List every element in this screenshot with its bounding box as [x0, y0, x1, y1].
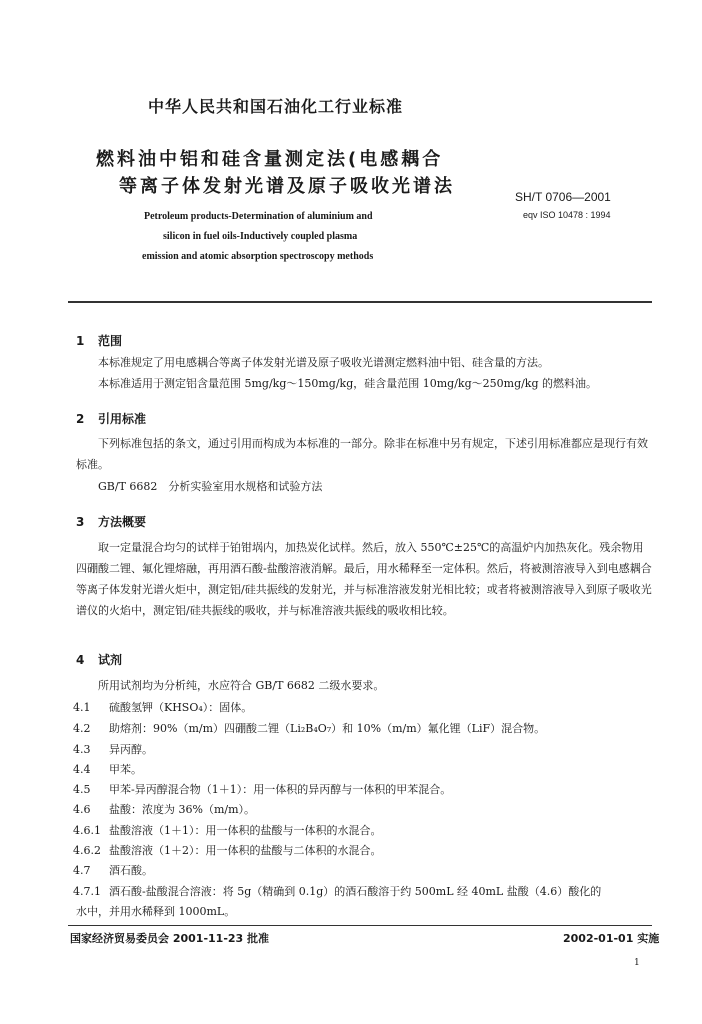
equivalence-note: eqv ISO 10478 : 1994 — [523, 210, 611, 220]
section-number: 4 — [76, 653, 85, 667]
english-title-line-1: Petroleum products-Determination of aluminium and — [144, 211, 373, 222]
item-number: 4.3 — [73, 743, 91, 756]
item-text: 酒石酸。 — [109, 864, 153, 877]
effective-date: 2002-01-01 实施 — [563, 932, 660, 945]
english-title-line-2: silicon in fuel oils-Inductively coupled plasma — [163, 231, 358, 242]
item-number: 4.1 — [73, 701, 91, 714]
approval-info: 国家经济贸易委员会 2001-11-23 批准 — [70, 932, 270, 945]
item-number: 4.6.2 — [73, 844, 101, 857]
page-number: 1 — [634, 958, 640, 968]
header-divider — [68, 301, 652, 303]
title-line-1: 燃料油中铝和硅含量测定法(电感耦合 — [96, 149, 444, 170]
item-number: 4.6 — [73, 803, 91, 816]
item-number: 4.2 — [73, 722, 91, 735]
item-text: 硫酸氢钾（KHSO₄）：固体。 — [109, 701, 253, 714]
section-1-para-2: 本标准适用于测定铝含量范围 5mg/kg～150mg/kg，硅含量范围 10mg/kg～250mg/kg 的燃料油。 — [98, 377, 598, 390]
item-number: 4.7.1 — [73, 885, 101, 898]
section-3-para-1: 取一定量混合均匀的试样于铂钳埚内，加热炭化试样。然后，放入 550℃±25℃的高温炉内加热灰化。残余物用四硼酸二锂、氟化锂熔融，再用酒石酸-盐酸溶液消解。最后，用水稀释至一定体积。然后，将被测溶液导入到电感耦合等离子体发射光谱火炬中，测定铝/硅共振线的发射光，并与标准溶液发射光相比较；或者将被测溶液导入到原子吸收光谱仪的火焰中，测定铝/硅共振线的吸收，并与标准溶液共振线的吸收相比较。 — [76, 541, 652, 617]
item-number: 4.5 — [73, 783, 91, 796]
section-2-heading — [76, 410, 146, 427]
item-number: 4.4 — [73, 763, 91, 776]
reagent-item — [73, 842, 382, 858]
section-1-para-1: 本标准规定了用电感耦合等离子体发射光谱及原子吸收光谱测定燃料油中铝、硅含量的方法。 — [98, 356, 549, 369]
reagent-item — [73, 862, 153, 878]
item-text: 甲苯-异丙醇混合物（1＋1）：用一体积的异丙醇与一体积的甲苯混合。 — [109, 783, 452, 796]
item-text: 甲苯。 — [109, 763, 142, 776]
issuing-category: 中华人民共和国石油化工行业标准 — [148, 97, 404, 116]
item-text: 盐酸：浓度为 36%（m/m）。 — [109, 803, 256, 816]
item-text: 盐酸溶液（1＋2）：用一体积的盐酸与二体积的水混合。 — [109, 844, 382, 857]
item-text: 酒石酸-盐酸混合溶液：将 5g（精确到 0.1g）的酒石酸溶于约 500mL 经 40mL 盐酸（4.6）酸化的 — [109, 885, 602, 898]
item-text: 异丙醇。 — [109, 743, 153, 756]
footer-divider — [68, 925, 652, 926]
item-text: 助熔剂：90%（m/m）四硼酸二锂（Li₂B₄O₇）和 10%（m/m）氟化锂（LiF）混合物。 — [109, 722, 546, 735]
reagent-item — [73, 822, 382, 838]
item-number: 4.7 — [73, 864, 91, 877]
section-3-heading — [76, 513, 146, 530]
section-title: 范围 — [98, 334, 123, 348]
item-number: 4.6.1 — [73, 824, 101, 837]
reagent-item — [73, 720, 545, 736]
section-4-heading — [76, 651, 122, 668]
section-number: 3 — [76, 515, 85, 529]
section-4-para-1: 所用试剂均为分析纯，水应符合 GB/T 6682 二级水要求。 — [98, 679, 385, 692]
section-title: 方法概要 — [98, 515, 147, 529]
reagent-item — [73, 699, 252, 715]
section-number: 1 — [76, 334, 85, 348]
reagent-item — [73, 741, 153, 757]
reagent-item — [73, 801, 255, 817]
standard-number: SH/T 0706—2001 — [515, 190, 611, 204]
english-title-line-3: emission and atomic absorption spectroscopy methods — [142, 251, 374, 262]
title-line-2: 等离子体发射光谱及原子吸收光谱法 — [119, 176, 455, 197]
section-1-heading — [76, 332, 122, 349]
reagent-item-4-7-1-continued: 水中，并用水稀释到 1000mL。 — [76, 905, 236, 918]
item-text: 盐酸溶液（1＋1）：用一体积的盐酸与一体积的水混合。 — [109, 824, 382, 837]
section-number: 2 — [76, 412, 85, 426]
reagent-item — [73, 781, 451, 797]
reagent-item — [73, 761, 142, 777]
reagent-item-4-7-1 — [73, 883, 601, 899]
section-title: 引用标准 — [98, 412, 147, 426]
section-title: 试剂 — [98, 653, 123, 667]
section-2-para-1: 下列标准包括的条文，通过引用而构成为本标准的一部分。除非在标准中另有规定，下述引用标准都应是现行有效标准。 — [76, 437, 648, 471]
reference-gb-6682: GB/T 6682 分析实验室用水规格和试验方法 — [98, 480, 323, 493]
